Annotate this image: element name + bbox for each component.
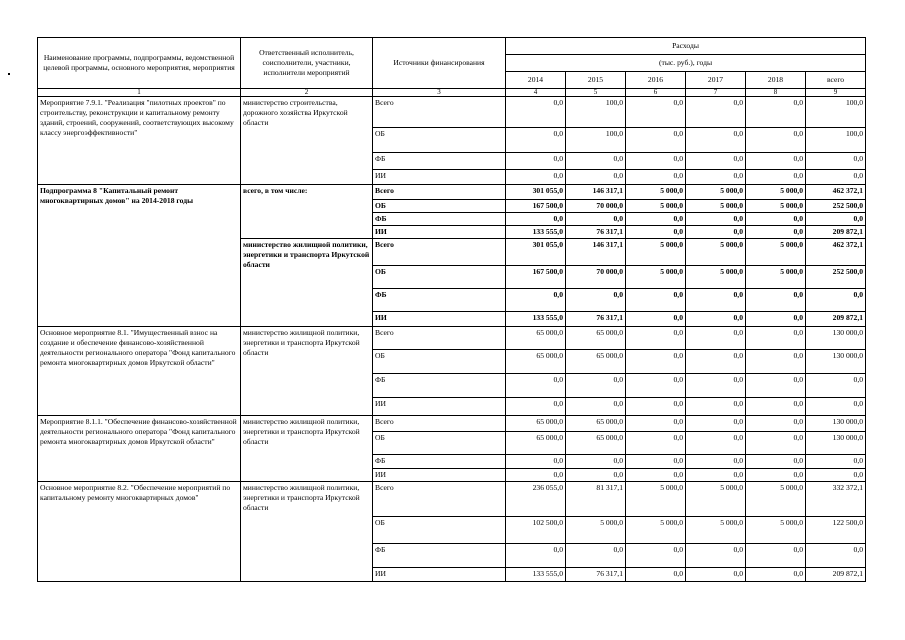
funding-source: ФБ xyxy=(373,544,506,568)
col-number: 7 xyxy=(686,89,746,97)
table-row xyxy=(38,185,866,200)
responsible-executor: министерство жилищной политики, энергетики и транспорта Иркутской области xyxy=(241,327,373,416)
value-year: 5 000,0 xyxy=(686,482,746,517)
value-year: 0,0 xyxy=(626,213,686,226)
value-total: 0,0 xyxy=(806,455,866,469)
value-year: 0,0 xyxy=(746,469,806,482)
col-number: 9 xyxy=(806,89,866,97)
value-year: 0,0 xyxy=(626,226,686,239)
value-year: 5 000,0 xyxy=(746,266,806,289)
value-year: 0,0 xyxy=(746,327,806,350)
responsible-executor: всего, в том числе: xyxy=(241,185,373,239)
funding-source: Всего xyxy=(373,185,506,200)
header-expenses: Расходы xyxy=(506,38,866,55)
value-year: 5 000,0 xyxy=(746,482,806,517)
value-year: 5 000,0 xyxy=(686,200,746,213)
value-year: 0,0 xyxy=(686,350,746,374)
value-total: 0,0 xyxy=(806,374,866,398)
value-year: 0,0 xyxy=(626,374,686,398)
value-year: 0,0 xyxy=(746,416,806,432)
value-year: 0,0 xyxy=(686,312,746,327)
value-year: 5 000,0 xyxy=(686,185,746,200)
value-year: 5 000,0 xyxy=(746,200,806,213)
responsible-executor: министерство строительства, дорожного хозяйства Иркутской области xyxy=(241,97,373,185)
value-year: 0,0 xyxy=(746,170,806,185)
value-year: 0,0 xyxy=(686,213,746,226)
value-year: 146 317,1 xyxy=(566,239,626,266)
value-year: 0,0 xyxy=(626,416,686,432)
value-total: 252 500,0 xyxy=(806,200,866,213)
value-total: 0,0 xyxy=(806,398,866,416)
value-year: 0,0 xyxy=(506,469,566,482)
funding-source: ФБ xyxy=(373,213,506,226)
value-year: 76 317,1 xyxy=(566,568,626,582)
value-year: 0,0 xyxy=(686,398,746,416)
value-year: 0,0 xyxy=(746,374,806,398)
value-year: 0,0 xyxy=(506,398,566,416)
value-year: 76 317,1 xyxy=(566,226,626,239)
table-row xyxy=(38,416,866,432)
col-number: 5 xyxy=(566,89,626,97)
header-units: (тыс. руб.), годы xyxy=(506,55,866,72)
value-year: 0,0 xyxy=(746,455,806,469)
value-year: 0,0 xyxy=(626,97,686,128)
value-total: 462 372,1 xyxy=(806,239,866,266)
responsible-executor: министерство жилищной политики, энергетики и транспорта Иркутской области xyxy=(241,239,373,327)
value-year: 0,0 xyxy=(746,312,806,327)
value-total: 130 000,0 xyxy=(806,416,866,432)
value-year: 0,0 xyxy=(506,374,566,398)
header-year: 2014 xyxy=(506,72,566,89)
value-year: 5 000,0 xyxy=(626,200,686,213)
value-total: 0,0 xyxy=(806,544,866,568)
value-year: 0,0 xyxy=(746,432,806,455)
value-year: 133 555,0 xyxy=(506,568,566,582)
value-year: 0,0 xyxy=(626,568,686,582)
value-total: 122 500,0 xyxy=(806,517,866,544)
value-year: 0,0 xyxy=(746,97,806,128)
column-numbers-row xyxy=(38,89,866,97)
value-year: 5 000,0 xyxy=(686,239,746,266)
value-year: 0,0 xyxy=(686,289,746,312)
value-year: 65 000,0 xyxy=(506,327,566,350)
value-year: 0,0 xyxy=(686,416,746,432)
value-year: 0,0 xyxy=(626,455,686,469)
value-year: 0,0 xyxy=(566,153,626,170)
col-number: 4 xyxy=(506,89,566,97)
value-total: 0,0 xyxy=(806,213,866,226)
value-year: 65 000,0 xyxy=(566,432,626,455)
value-total: 100,0 xyxy=(806,97,866,128)
funding-source: ФБ xyxy=(373,374,506,398)
funding-source: ФБ xyxy=(373,153,506,170)
value-year: 0,0 xyxy=(686,544,746,568)
expenses-table xyxy=(37,37,866,582)
value-year: 5 000,0 xyxy=(626,185,686,200)
value-year: 0,0 xyxy=(686,568,746,582)
value-year: 0,0 xyxy=(506,289,566,312)
value-year: 0,0 xyxy=(506,153,566,170)
item-name: Мероприятие 8.1.1. "Обеспечение финансово-хозяйственной деятельности регионального оператора "Фонд капитального ремонта многоквартирных домов Иркутской области" xyxy=(38,416,241,482)
value-year: 5 000,0 xyxy=(626,239,686,266)
col-number: 2 xyxy=(241,89,373,97)
value-total: 100,0 xyxy=(806,128,866,153)
funding-source: ИИ xyxy=(373,469,506,482)
value-year: 133 555,0 xyxy=(506,312,566,327)
value-year: 5 000,0 xyxy=(746,239,806,266)
value-total: 252 500,0 xyxy=(806,266,866,289)
col-number: 6 xyxy=(626,89,686,97)
value-year: 0,0 xyxy=(626,544,686,568)
value-year: 0,0 xyxy=(566,170,626,185)
col-number: 1 xyxy=(38,89,241,97)
value-year: 167 500,0 xyxy=(506,266,566,289)
value-year: 100,0 xyxy=(566,97,626,128)
table-row xyxy=(38,327,866,350)
funding-source: ФБ xyxy=(373,289,506,312)
value-year: 65 000,0 xyxy=(566,416,626,432)
header-source: Источники финансирования xyxy=(373,38,506,89)
item-name: Мероприятие 7.9.1. "Реализация "пилотных проектов" по строительству, реконструкции и капитальному ремонту зданий, строений, сооружений, соответствующих высокому классу энергоэффективности" xyxy=(38,97,241,185)
funding-source: ИИ xyxy=(373,568,506,582)
value-year: 5 000,0 xyxy=(746,185,806,200)
col-number: 8 xyxy=(746,89,806,97)
value-year: 0,0 xyxy=(626,327,686,350)
value-year: 81 317,1 xyxy=(566,482,626,517)
value-year: 0,0 xyxy=(686,455,746,469)
value-year: 0,0 xyxy=(746,128,806,153)
funding-source: ИИ xyxy=(373,170,506,185)
value-total: 209 872,1 xyxy=(806,312,866,327)
value-year: 0,0 xyxy=(566,469,626,482)
value-year: 0,0 xyxy=(746,289,806,312)
value-year: 133 555,0 xyxy=(506,226,566,239)
value-year: 0,0 xyxy=(686,469,746,482)
value-year: 5 000,0 xyxy=(566,517,626,544)
value-total: 0,0 xyxy=(806,289,866,312)
value-total: 130 000,0 xyxy=(806,432,866,455)
value-year: 5 000,0 xyxy=(626,517,686,544)
value-year: 0,0 xyxy=(506,128,566,153)
responsible-executor: министерство жилищной политики, энергетики и транспорта Иркутской области xyxy=(241,482,373,582)
value-year: 0,0 xyxy=(746,153,806,170)
header-year: 2016 xyxy=(626,72,686,89)
funding-source: ОБ xyxy=(373,432,506,455)
header-year: 2017 xyxy=(686,72,746,89)
item-name: Основное мероприятие 8.2. "Обеспечение мероприятий по капитальному ремонту многоквартирных домов" xyxy=(38,482,241,582)
table-row xyxy=(38,482,866,517)
value-year: 167 500,0 xyxy=(506,200,566,213)
value-year: 0,0 xyxy=(566,213,626,226)
value-year: 65 000,0 xyxy=(506,416,566,432)
value-total: 130 000,0 xyxy=(806,350,866,374)
value-year: 5 000,0 xyxy=(746,517,806,544)
value-total: 130 000,0 xyxy=(806,327,866,350)
funding-source: Всего xyxy=(373,327,506,350)
value-year: 5 000,0 xyxy=(626,266,686,289)
value-year: 0,0 xyxy=(506,455,566,469)
funding-source: ОБ xyxy=(373,128,506,153)
value-total: 209 872,1 xyxy=(806,226,866,239)
value-year: 5 000,0 xyxy=(626,482,686,517)
funding-source: ИИ xyxy=(373,226,506,239)
header-year: 2015 xyxy=(566,72,626,89)
value-year: 70 000,0 xyxy=(566,200,626,213)
header-name: Наименование программы, подпрограммы, ведомственной целевой программы, основного мероприятия, мероприятия xyxy=(38,38,241,89)
value-year: 0,0 xyxy=(686,170,746,185)
item-name: Подпрограмма 8 "Капитальный ремонт многоквартирных домов" на 2014-2018 годы xyxy=(38,185,241,327)
expenses-table-wrapper xyxy=(37,37,865,582)
value-year: 0,0 xyxy=(686,226,746,239)
value-year: 0,0 xyxy=(746,544,806,568)
funding-source: ОБ xyxy=(373,517,506,544)
funding-source: Всего xyxy=(373,97,506,128)
funding-source: Всего xyxy=(373,482,506,517)
value-year: 0,0 xyxy=(626,128,686,153)
value-year: 102 500,0 xyxy=(506,517,566,544)
item-name: Основное мероприятие 8.1. "Имущественный взнос на создание и обеспечение финансово-хозяйственной деятельности регионального оператора "Фонд капитального ремонта многоквартирных домов Иркутской области" xyxy=(38,327,241,416)
value-year: 5 000,0 xyxy=(686,517,746,544)
value-total: 462 372,1 xyxy=(806,185,866,200)
value-year: 0,0 xyxy=(566,544,626,568)
header-total: всего xyxy=(806,72,866,89)
value-year: 0,0 xyxy=(626,432,686,455)
value-year: 236 055,0 xyxy=(506,482,566,517)
value-year: 0,0 xyxy=(686,128,746,153)
funding-source: Всего xyxy=(373,416,506,432)
value-year: 0,0 xyxy=(746,213,806,226)
value-year: 301 055,0 xyxy=(506,185,566,200)
funding-source: ФБ xyxy=(373,455,506,469)
value-year: 0,0 xyxy=(746,226,806,239)
value-total: 0,0 xyxy=(806,153,866,170)
header-year: 2018 xyxy=(746,72,806,89)
value-year: 0,0 xyxy=(686,432,746,455)
value-year: 0,0 xyxy=(506,213,566,226)
value-year: 0,0 xyxy=(506,170,566,185)
value-year: 0,0 xyxy=(566,398,626,416)
value-total: 332 372,1 xyxy=(806,482,866,517)
value-year: 0,0 xyxy=(626,312,686,327)
value-year: 0,0 xyxy=(566,374,626,398)
value-year: 0,0 xyxy=(746,350,806,374)
funding-source: ИИ xyxy=(373,312,506,327)
value-year: 76 317,1 xyxy=(566,312,626,327)
value-year: 70 000,0 xyxy=(566,266,626,289)
value-year: 0,0 xyxy=(626,153,686,170)
header-responsible: Ответственный исполнитель, соисполнители, участники, исполнители мероприятий xyxy=(241,38,373,89)
value-total: 209 872,1 xyxy=(806,568,866,582)
value-year: 0,0 xyxy=(686,153,746,170)
value-year: 0,0 xyxy=(746,398,806,416)
value-year: 0,0 xyxy=(506,97,566,128)
value-year: 0,0 xyxy=(626,170,686,185)
value-total: 0,0 xyxy=(806,170,866,185)
value-year: 0,0 xyxy=(626,398,686,416)
col-number: 3 xyxy=(373,89,506,97)
value-year: 65 000,0 xyxy=(506,432,566,455)
value-year: 0,0 xyxy=(686,97,746,128)
funding-source: Всего xyxy=(373,239,506,266)
value-year: 0,0 xyxy=(746,568,806,582)
value-year: 0,0 xyxy=(566,289,626,312)
funding-source: ОБ xyxy=(373,266,506,289)
responsible-executor: министерство жилищной политики, энергетики и транспорта Иркутской области xyxy=(241,416,373,482)
value-year: 0,0 xyxy=(626,350,686,374)
value-total: 0,0 xyxy=(806,469,866,482)
value-year: 0,0 xyxy=(626,289,686,312)
value-year: 0,0 xyxy=(566,455,626,469)
value-year: 5 000,0 xyxy=(686,266,746,289)
value-year: 301 055,0 xyxy=(506,239,566,266)
table-row xyxy=(38,97,866,128)
value-year: 0,0 xyxy=(506,544,566,568)
value-year: 146 317,1 xyxy=(566,185,626,200)
value-year: 100,0 xyxy=(566,128,626,153)
funding-source: ИИ xyxy=(373,398,506,416)
funding-source: ОБ xyxy=(373,350,506,374)
value-year: 0,0 xyxy=(626,469,686,482)
value-year: 0,0 xyxy=(686,374,746,398)
scan-speck xyxy=(8,73,10,75)
value-year: 0,0 xyxy=(686,327,746,350)
value-year: 65 000,0 xyxy=(566,327,626,350)
value-year: 65 000,0 xyxy=(566,350,626,374)
value-year: 65 000,0 xyxy=(506,350,566,374)
funding-source: ОБ xyxy=(373,200,506,213)
